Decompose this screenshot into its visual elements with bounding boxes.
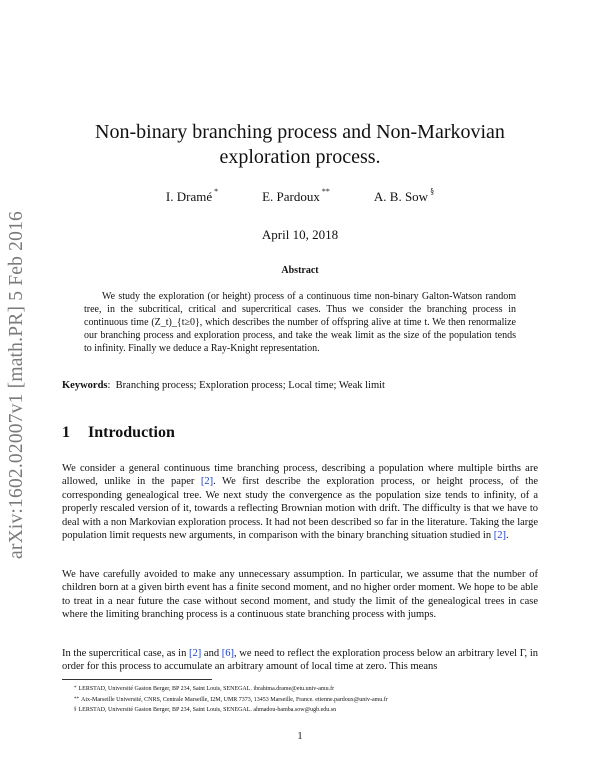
footnote-3: § LERSTAD, Université Gaston Berger, BP 234, Saint Louis, SENEGAL. ahmadou-bamba.sow@ugb.edu.sn — [74, 707, 337, 714]
arxiv-identifier — [2, 200, 32, 570]
intro-paragraph-3: In the supercritical case, as in [2] and [6], we need to reflect the exploration process below an arbitrary level Γ, in order for this process to accumulate an arbitrary amount of local time at zero. This means — [62, 648, 538, 673]
page-number: 1 — [297, 731, 303, 742]
author-2-mark: ** — [321, 187, 330, 196]
footnote-rule — [62, 679, 212, 680]
author-list — [60, 189, 540, 205]
footnotes — [62, 684, 538, 716]
keywords-label: Keywords — [62, 380, 108, 391]
author-1: I. Dramé * — [165, 187, 219, 204]
section-title: Introduction — [88, 424, 175, 441]
author-3: A. B. Sow § — [373, 187, 435, 204]
author-3-mark: § — [430, 187, 435, 196]
citation-link[interactable]: [2] — [200, 476, 214, 488]
abstract-heading: Abstract — [281, 265, 319, 276]
keywords-text: Branching process; Exploration process; Local time; Weak limit — [115, 380, 385, 391]
footnote-1: * LERSTAD, Université Gaston Berger, BP 234, Saint Louis, SENEGAL. ibrahima.drame@etu.univ-amu.fr — [74, 686, 335, 692]
title-line-1: Non-binary branching process and Non-Markovian — [95, 121, 505, 143]
author-1-mark: * — [214, 187, 219, 196]
paper-title — [60, 120, 540, 170]
section-number: 1 — [62, 424, 70, 441]
intro-paragraph-1: We consider a general continuous time branching process, describing a population where multiple births are allowed, unlike in the paper [2]. We first describe the exploration process, or height process, of the corresponding genealogical tree. We next study the convergence as the population size tends to infinity, of a properly rescaled version of it, towards a reflecting Brownian motion with drift. The difficulty is that we have to deal with a non Markovian exploration process. It had not been described so far in the literature. Taking the large population limit requests new arguments, in comparison with the binary branching situation studied in [2]. — [62, 463, 538, 542]
section-heading — [62, 424, 175, 442]
abstract-body: We study the exploration (or height) process of a continuous time non-binary Galton-Watson random tree, in the subcritical, critical and supercritical cases. Thus we consider the branching process in continuous time (Z_t)_{t≥0}, which describes the number of offspring alive at time t. We then renormalize our branching process and exploration process, and take the weak limit as the size of the population tends to infinity. Finally we deduce a Ray-Knight representation. — [84, 291, 516, 355]
paper-date: April 10, 2018 — [261, 227, 339, 242]
keywords-line: Keywords: Branching process; Exploration process; Local time; Weak limit — [62, 380, 385, 391]
intro-paragraph-2: We have carefully avoided to make any unnecessary assumption. In particular, we assume that the number of children born at a given birth event has a finite second moment, and no higher order moment. We hope to be able to treat in a near future the case without second moment, and study the limit of the genealogical trees in case where the limiting branching process is a continuous state branching process with jumps. — [62, 569, 538, 621]
arxiv-id-text: arXiv:1602.02007v1 [math.PR] 5 Feb 2016 — [6, 211, 28, 559]
author-2: E. Pardoux ** — [262, 187, 330, 204]
citation-link[interactable]: [2] — [493, 530, 506, 542]
footnote-2: ** Aix-Marseille Université, CNRS, Centrale Marseille, I2M, UMR 7373, 13453 Marseille, France. etienne.pardoux@univ-amu.fr — [74, 696, 388, 703]
title-line-2: exploration process. — [219, 146, 381, 168]
citation-link[interactable]: [6] — [221, 648, 234, 659]
citation-link[interactable]: [2] — [189, 648, 202, 659]
